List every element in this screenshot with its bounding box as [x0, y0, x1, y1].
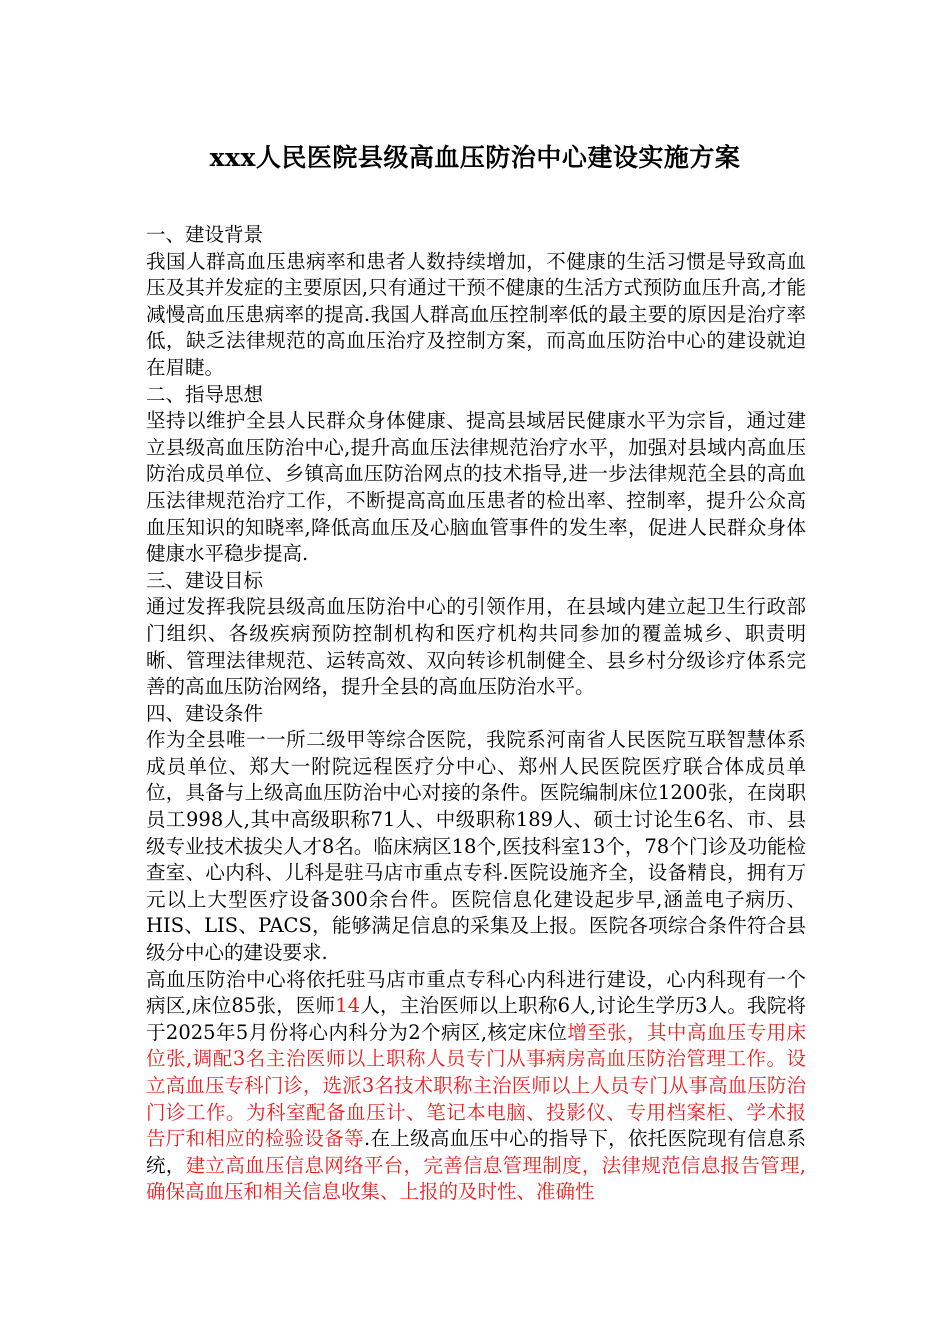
highlighted-text-3: 建立高血压信息网络平台，完善信息管理制度，法律规范信息报告管理,确保高血压和相关信息收集、上报的及时性、准确性: [146, 1153, 806, 1204]
document-body: [146, 222, 806, 1206]
section-paragraph-guiding-ideology: 坚持以维护全县人民群众身体健康、提高县域居民健康水平为宗旨，通过建立县级高血压防治中心,提升高血压法律规范治疗水平，加强对县域内高血压防治成员单位、乡镇高血压防治网点的技术指导,进一步法律规范全县的高血压法律规范治疗工作，不断提高高血压患者的检出率、控制率，提升公众高血压知识的知晓率,降低高血压及心脑血管事件的发生率，促进人民群众身体健康水平稳步提高.: [146, 409, 806, 566]
highlighted-text-1: 14: [335, 994, 361, 1018]
section-heading-background: 一、建设背景: [146, 223, 264, 246]
final-paragraph-text-1: 高血压防治中心将依托驻马店市重点专科心内科进行建设，心内科现有一个病区,床位85张，医师: [146, 967, 806, 1018]
final-paragraph-text-2: 人，主治医师以上职称6人,讨论生学历3人。我院将于2025年5月份将心内科分为2个病区,核定床位: [146, 994, 806, 1044]
section-paragraph-conditions: 作为全县唯一一所二级甲等综合医院，我院系河南省人民医院互联智慧体系成员单位、郑大一附院远程医疗分中心、郑州人民医院医疗联合体成员单位，具备与上级高血压防治中心对接的条件。医院编制床位1200张，在岗职员工998人,其中高级职称71人、中级职称189人、硕士讨论生6名、市、县级专业技术拔尖人才8名。临床病区18个,医技科室13个，78个门诊及功能检查室、心内科、儿科是驻马店市重点专科.医院设施齐全，设备精良，拥有万元以上大型医疗设备300余台件。医院信息化建设起步早,涵盖电子病历、HIS、LIS、PACS，能够满足信息的采集及上报。医院各项综合条件符合县级分中心的建设要求.: [146, 728, 806, 965]
document-title: xxx人民医院县级高血压防治中心建设实施方案: [209, 143, 741, 172]
section-paragraph-goals: 通过发挥我院县级高血压防治中心的引领作用，在县域内建立起卫生行政部门组织、各级疾病预防控制机构和医疗机构共同参加的覆盖城乡、职责明晰、管理法律规范、运转高效、双向转诊机制健全、县乡村分级诊疗体系完善的高血压防治网络，提升全县的高血压防治水平。: [146, 595, 806, 699]
highlighted-text-2: 增至张，其中高血压专用床位张,调配3名主治医师以上职称人员专门从事病房高血压防治管理工作。设立高血压专科门诊，选派3名技术职称主治医师以上人员专门从事高血压防治门诊工作。为科室配备血压计、笔记本电脑、投影仪、专用档案柜、学术报告厅和相应的检验设备等: [146, 1020, 806, 1151]
final-paragraph: [146, 967, 806, 1206]
section-paragraph-background: 我国人群高血压患病率和患者人数持续增加，不健康的生活习惯是导致高血压及其并发症的主要原因,只有通过干预不健康的生活方式预防血压升高,才能减慢高血压患病率的提高.我国人群高血压控制率低的最主要的原因是治疗率低，缺乏法律规范的高血压治疗及控制方案，而高血压防治中心的建设就迫在眉睫。: [146, 249, 806, 379]
final-paragraph-text-3: .在上级高血压中心的指导下，依托医院现有信息系统，: [146, 1127, 806, 1177]
section-heading-conditions: 四、建设条件: [146, 701, 264, 725]
section-heading-goals: 三、建设目标: [146, 568, 264, 592]
section-heading-guiding-ideology: 二、指导思想: [146, 382, 264, 406]
